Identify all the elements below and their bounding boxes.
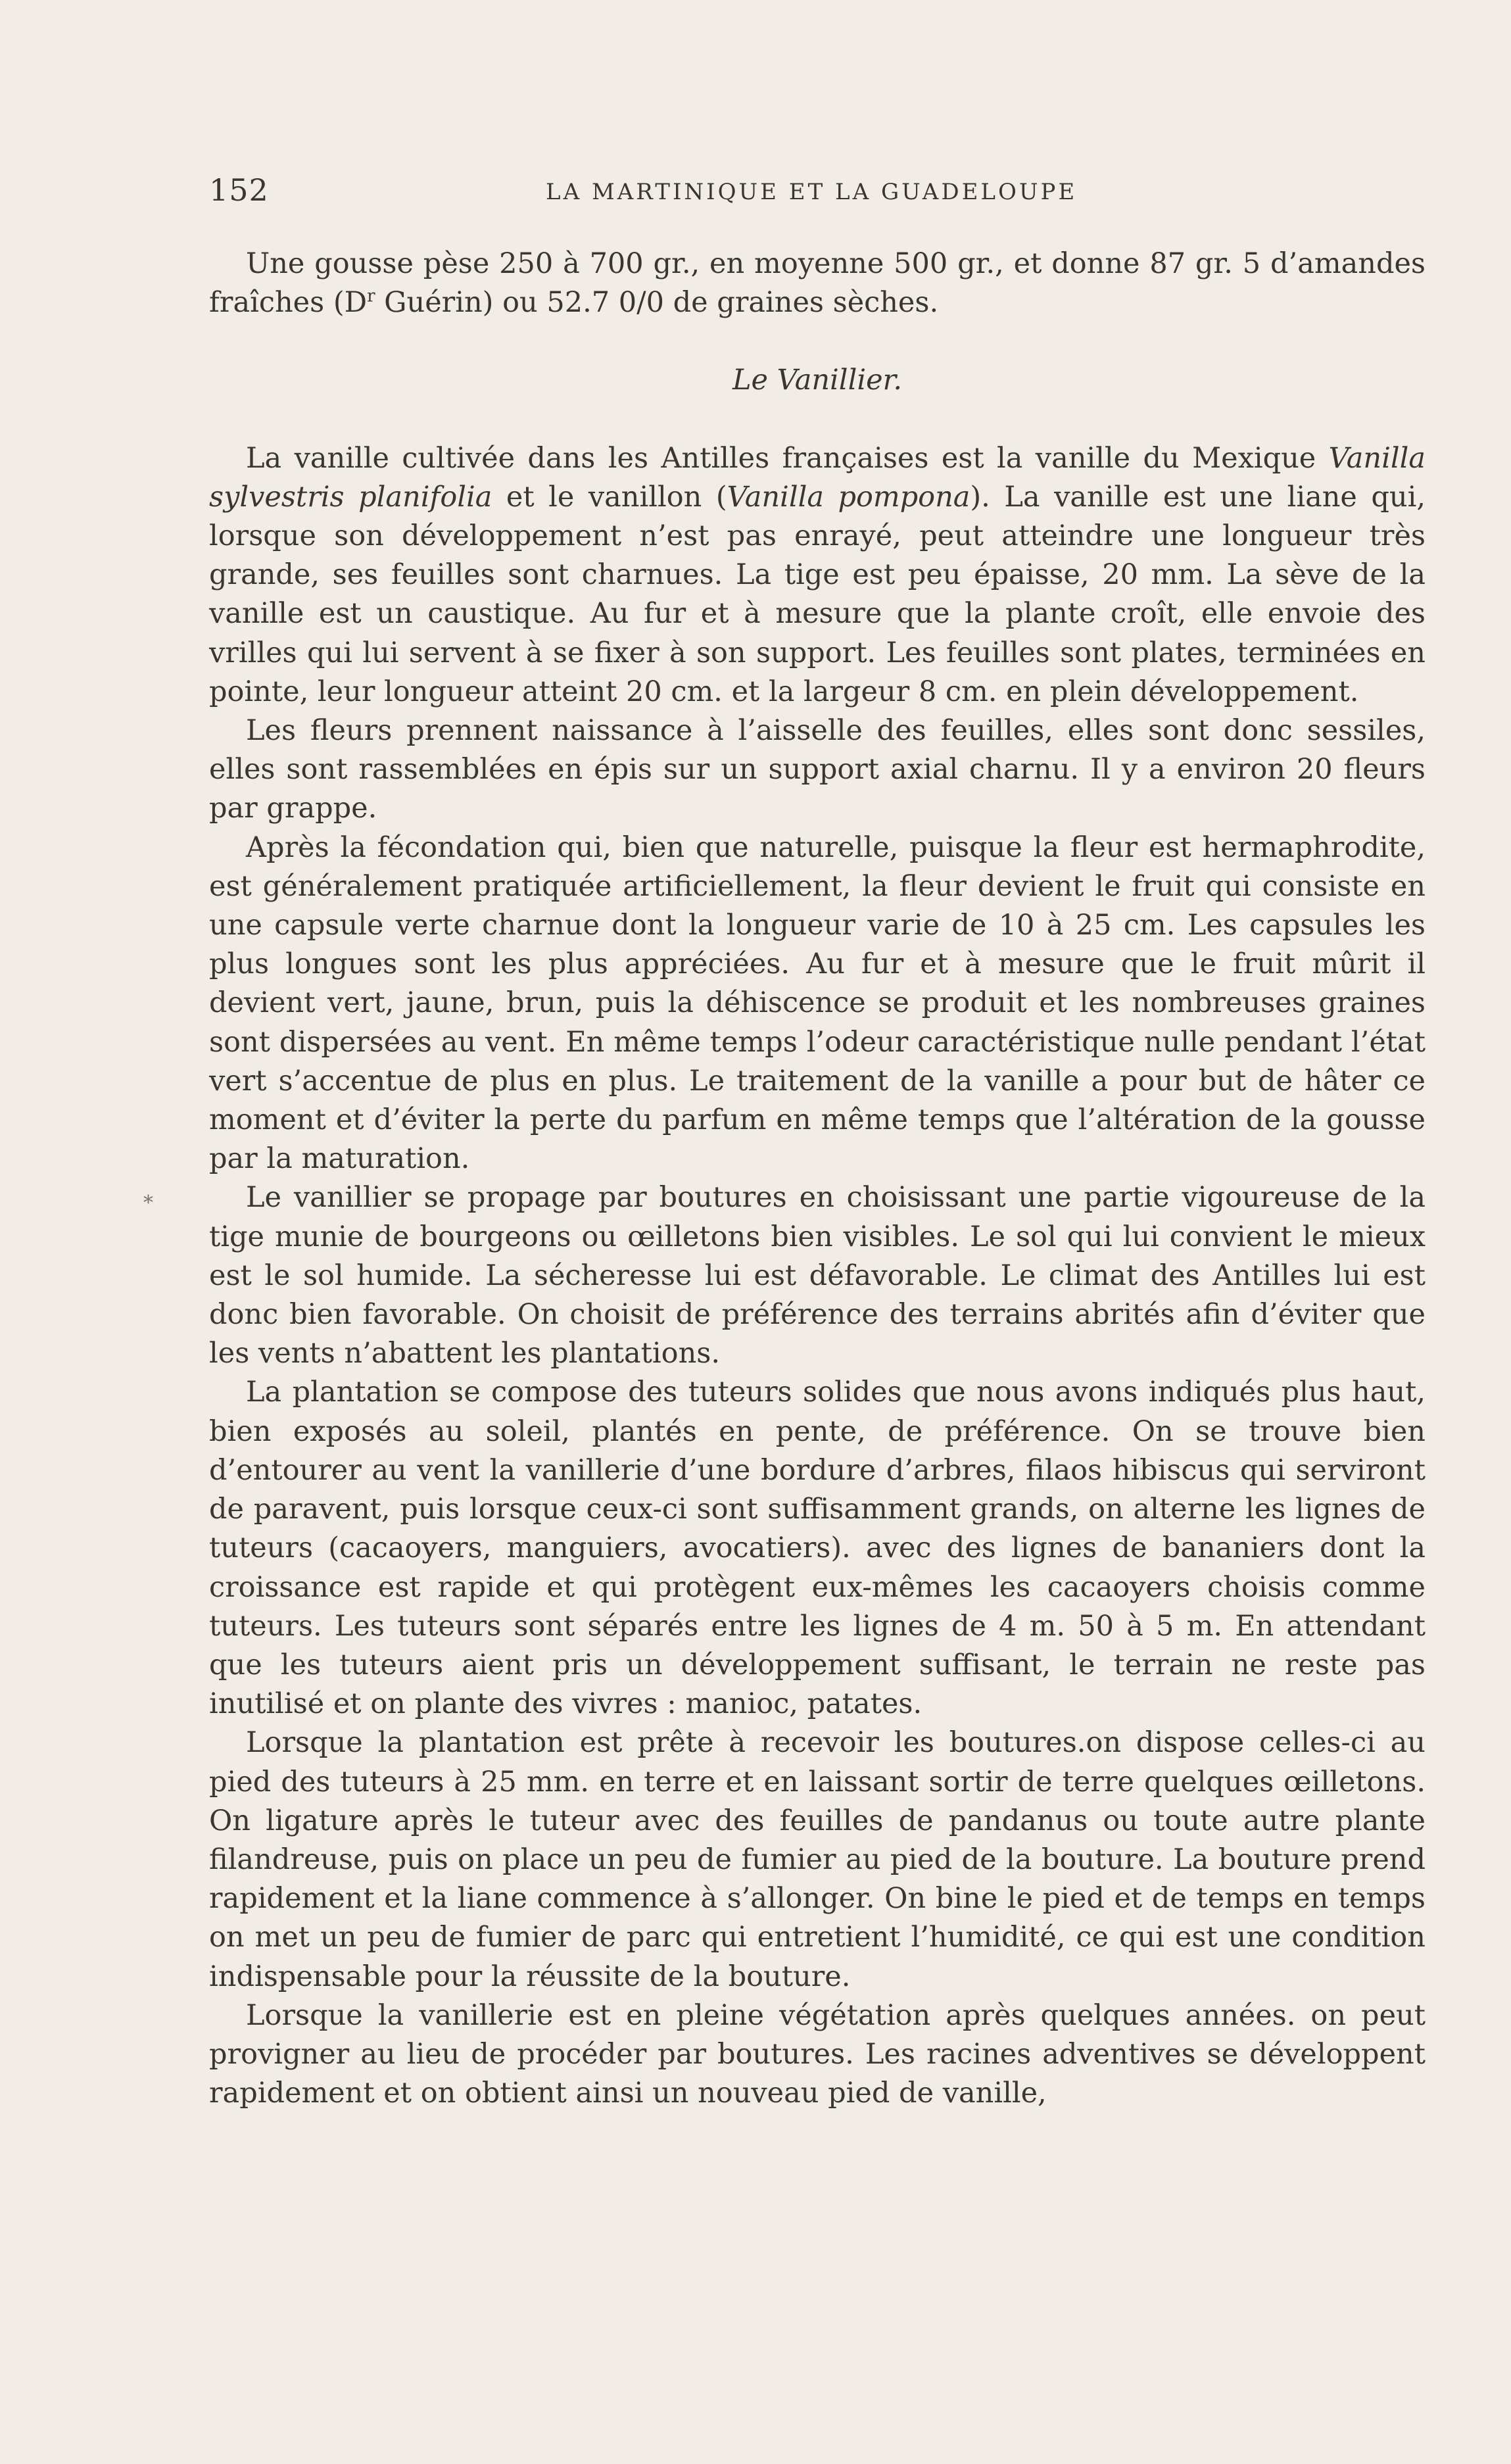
- paragraph-text: et le vanillon (: [492, 480, 727, 514]
- text-body: [209, 245, 1426, 2113]
- paragraph-propagation: Le vanillier se propage par boutures en choisissant une partie vigoureuse de la tige munie de bourgeons ou œilletons bien visibles. Le sol qui lui convient le mieux est le sol humide. La sécheresse lui est défavorable. Le climat des Antilles lui est donc bien favorable. On choisit de préférence des terrains abrités afin d’éviter que les vents n’abattent les plantations.: [209, 1181, 1426, 1370]
- page-header: [209, 172, 1432, 212]
- paragraph-vanilla-description: [209, 439, 1426, 712]
- margin-mark: *: [143, 1192, 153, 1215]
- running-title: LA MARTINIQUE ET LA GUADELOUPE: [546, 179, 1078, 205]
- paragraph-text: La vanille cultivée dans les Antilles françaises est la vanille du Mexique: [246, 441, 1329, 475]
- species-name: Vanilla sylvestris planifolia: [209, 441, 1426, 514]
- paragraph-flowers: Les fleurs prennent naissance à l’aisselle des feuilles, elles sont donc sessiles, elles sont rassemblées en épis sur un support axial charnu. Il y a environ 20 fleurs par grappe.: [209, 714, 1426, 825]
- page-number: 152: [209, 172, 269, 208]
- paragraph-boutures: Lorsque la plantation est prête à recevoir les boutures.on dispose celles-ci au pied des tuteurs à 25 mm. en terre et en laissant sortir de terre quelques œilletons. On ligature après le tuteur avec des feuilles de pandanus ou toute autre plante filandreuse, puis on place un peu de fumier au pied de la bouture. La bouture prend rapidement et la liane commence à s’allonger. On bine le pied et de temps en temps on met un peu de fumier de parc qui entretient l’humidité, ce qui est une condition indispensable pour la réussite de la bouture.: [209, 1726, 1426, 1993]
- intro-text-end: Guérin) ou 52.7 0/0 de graines sèches.: [375, 286, 939, 320]
- species-name: Vanilla pompona: [727, 480, 971, 514]
- intro-paragraph: [209, 245, 1426, 322]
- paragraph-provignage: Lorsque la vanillerie est en pleine végétation après quelques années. on peut provigner au lieu de procéder par boutures. Les racines adventives se développent rapidement et on obtient ainsi un nouveau pied de vanille,: [209, 1998, 1426, 2110]
- section-title: Le Vanillier.: [732, 364, 903, 397]
- doctor-superscript: r: [367, 286, 375, 306]
- paragraph-fecondation: Après la fécondation qui, bien que naturelle, puisque la fleur est hermaphrodite, est généralement pratiquée artificiellement, la fleur devient le fruit qui consiste en une capsule verte charnue dont la longueur varie de 10 à 25 cm. Les capsules les plus longues sont les plus appréciées. Au fur et à mesure que le fruit mûrit il devient vert, jaune, brun, puis la déhiscence se produit et les nombreuses graines sont dispersées au vent. En même temps l’odeur caractéristique nulle pendant l’état vert s’accentue de plus en plus. Le traitement de la vanille a pour but de hâter ce moment et d’éviter la perte du parfum en même temps que l’altération de la gousse par la maturation.: [209, 831, 1426, 1176]
- intro-text: Une gousse pèse 250 à 700 gr., en moyenne 500 gr., et donne 87 gr. 5 d’amandes fraîches (D: [209, 247, 1426, 320]
- paragraph-plantation: La plantation se compose des tuteurs solides que nous avons indiqués plus haut, bien exposés au soleil, plantés en pente, de préférence. On se trouve bien d’entourer au vent la vanillerie d’une bordure d’arbres, filaos hibiscus qui serviront de paravent, puis lorsque ceux-ci sont suffisamment grands, on alterne les lignes de tuteurs (cacaoyers, manguiers, avocatiers). avec des lignes de bananiers dont la croissance est rapide et qui protègent eux-mêmes les cacaoyers choisis comme tuteurs. Les tuteurs sont séparés entre les lignes de 4 m. 50 à 5 m. En attendant que les tuteurs aient pris un développement suffisant, le terrain ne reste pas inutilisé et on plante des vivres : manioc, patates.: [209, 1376, 1426, 1721]
- paragraph-text: ). La vanille est une liane qui, lorsque son développement n’est pas enrayé, peut atteindre une longueur très grande, ses feuilles sont charnues. La tige est peu épaisse, 20 mm. La sève de la vanille est un caustique. Au fur et à mesure que la plante croît, elle envoie des vrilles qui lui servent à se fixer à son support. Les feuilles sont plates, terminées en pointe, leur longueur atteint 20 cm. et la largeur 8 cm. en plein développement.: [209, 480, 1426, 708]
